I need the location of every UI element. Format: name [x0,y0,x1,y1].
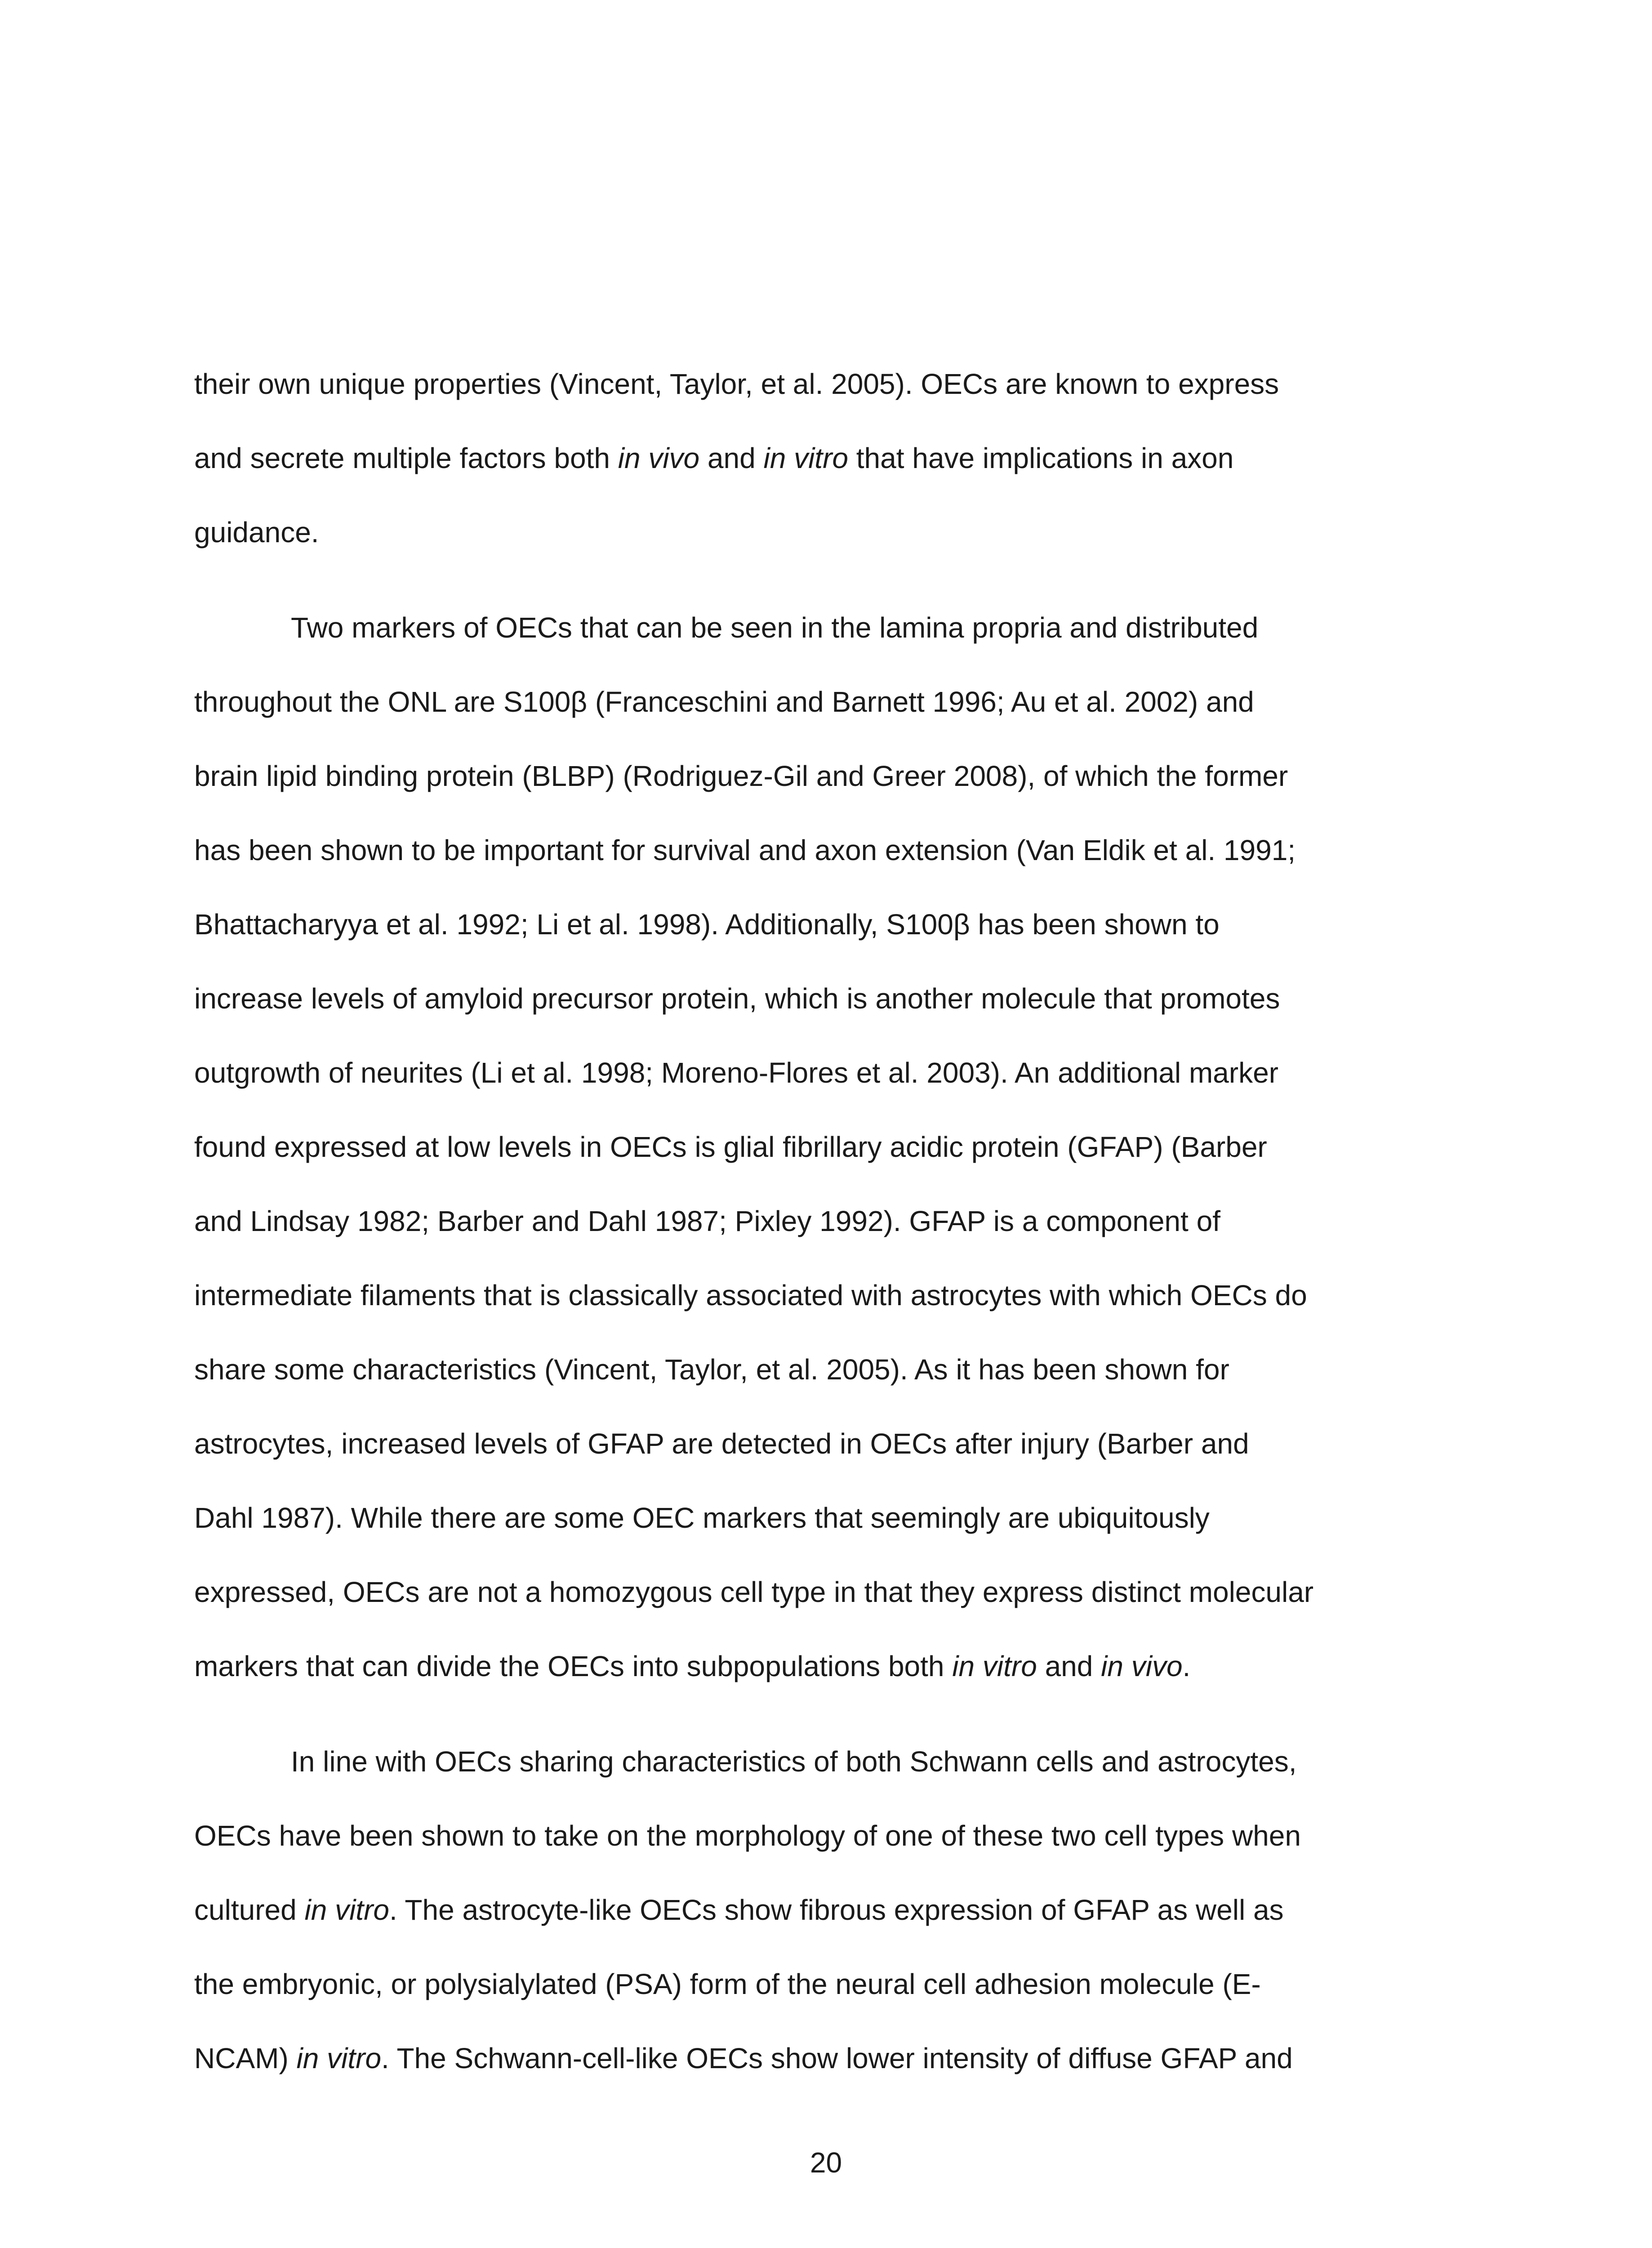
text-line: share some characteristics (Vincent, Taylor, et al. 2005). As it has been shown for [194,1353,1229,1386]
text-line: Dahl 1987). While there are some OEC markers that seemingly are ubiquitously [194,1502,1210,1534]
text-line: has been shown to be important for survival and axon extension (Van Eldik et al. 1991; [194,834,1296,866]
text-line: Two markers of OECs that can be seen in the lamina propria and distributed [291,611,1259,644]
text-line: outgrowth of neurites (Li et al. 1998; Moreno-Flores et al. 2003). An additional marker [194,1057,1278,1089]
text-line: In line with OECs sharing characteristics of both Schwann cells and astrocytes, [291,1745,1297,1778]
text-line: and Lindsay 1982; Barber and Dahl 1987; Pixley 1992). GFAP is a component of [194,1205,1220,1237]
italic-term: in vitro [763,442,848,474]
text-line: astrocytes, increased levels of GFAP are detected in OECs after injury (Barber and [194,1427,1249,1460]
paragraph-2 [194,591,1498,1704]
text-line: OECs have been shown to take on the morphology of one of these two cell types when [194,1820,1301,1852]
page-number: 20 [810,2146,842,2179]
text-line: cultured in vitro. The astrocyte-like OECs show fibrous expression of GFAP as well as [194,1894,1284,1926]
italic-term: in vitro [952,1650,1037,1682]
text-line: found expressed at low levels in OECs is glial fibrillary acidic protein (GFAP) (Barber [194,1131,1267,1163]
text-line: markers that can divide the OECs into subpopulations both in vitro and in vivo. [194,1650,1191,1682]
italic-term: in vivo [1101,1650,1183,1682]
text-line: and secrete multiple factors both in vivo and in vitro that have implications in axon [194,442,1234,474]
body-text [194,347,1498,2096]
text-line: expressed, OECs are not a homozygous cell type in that they express distinct molecular [194,1576,1314,1608]
italic-term: in vivo [618,442,700,474]
text-line: the embryonic, or polysialylated (PSA) form of the neural cell adhesion molecule (E- [194,1968,1261,2000]
text-line: increase levels of amyloid precursor protein, which is another molecule that promotes [194,982,1280,1015]
text-line: guidance. [194,516,319,549]
text-line: Bhattacharyya et al. 1992; Li et al. 1998). Additionally, S100β has been shown to [194,908,1220,941]
text-line: intermediate filaments that is classically associated with astrocytes with which OECs do [194,1279,1307,1311]
paragraph-1 [194,347,1498,570]
text-line: their own unique properties (Vincent, Taylor, et al. 2005). OECs are known to express [194,368,1279,400]
italic-term: in vitro [304,1894,389,1926]
italic-term: in vitro [296,2042,382,2074]
text-line: NCAM) in vitro. The Schwann-cell-like OECs show lower intensity of diffuse GFAP and [194,2042,1293,2074]
text-line: throughout the ONL are S100β (Franceschini and Barnett 1996; Au et al. 2002) and [194,686,1254,718]
paragraph-3 [194,1725,1498,2096]
text-line: brain lipid binding protein (BLBP) (Rodriguez-Gil and Greer 2008), of which the former [194,760,1288,792]
